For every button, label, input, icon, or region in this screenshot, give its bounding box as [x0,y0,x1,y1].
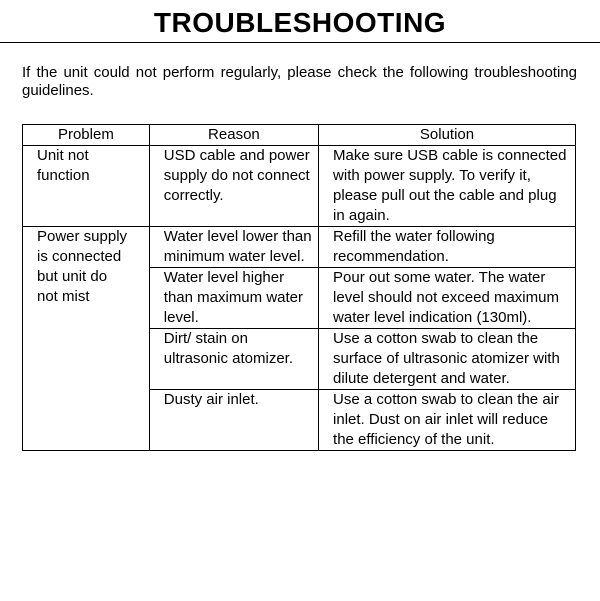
page-title: TROUBLESHOOTING [153,7,447,38]
header-reason: Reason [149,125,318,146]
table-row [23,227,576,268]
problem-cell: Power supply is connected but unit do not mist [23,227,150,451]
reason-cell: Dirt/ stain on ultrasonic atomizer. [149,329,318,390]
intro-paragraph: If the unit could not perform regularly, please check the following troubleshooting guidelines. [22,64,577,99]
solution-cell: Make sure USB cable is connected with power supply. To verify it, please pull out the cable and plug in again. [319,146,576,227]
solution-cell: Use a cotton swab to clean the surface of ultrasonic atomizer with dilute detergent and water. [319,329,576,390]
table-header-row [23,125,576,146]
troubleshooting-table [22,124,576,451]
header-solution: Solution [319,125,576,146]
solution-cell: Refill the water following recommendation. [319,227,576,268]
title-divider [0,42,600,43]
table-row [23,146,576,227]
problem-cell: Unit not function [23,146,150,227]
header-problem: Problem [23,125,150,146]
reason-cell: Water level lower than minimum water level. [149,227,318,268]
reason-cell: USD cable and power supply do not connect correctly. [149,146,318,227]
solution-cell: Pour out some water. The water level should not exceed maximum water level indication (130ml). [319,268,576,329]
reason-cell: Dusty air inlet. [149,390,318,451]
solution-cell: Use a cotton swab to clean the air inlet. Dust on air inlet will reduce the efficiency of the unit. [319,390,576,451]
reason-cell: Water level higher than maximum water level. [149,268,318,329]
